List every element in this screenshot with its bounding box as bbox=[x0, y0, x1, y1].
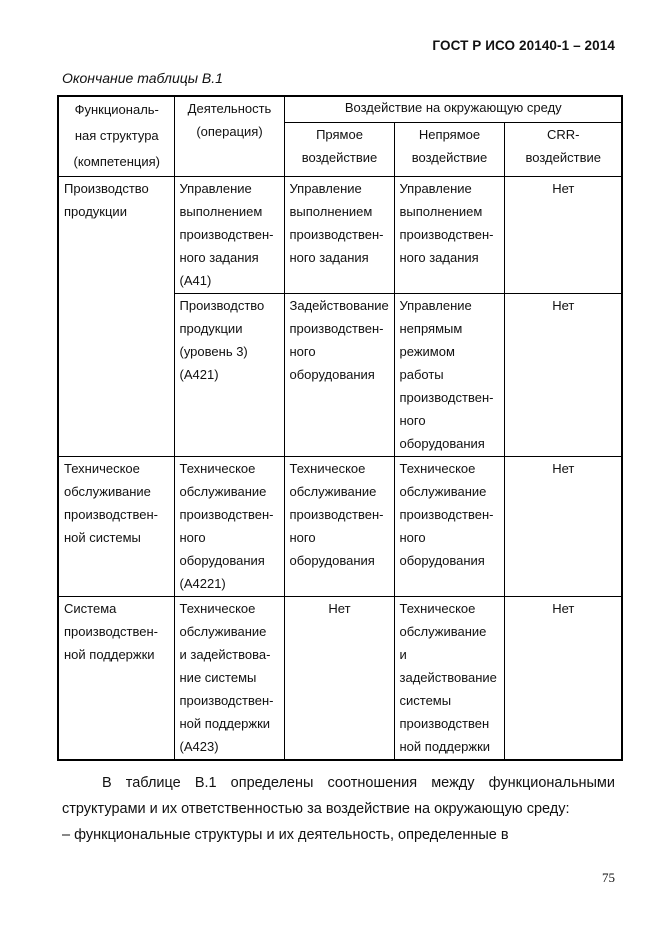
cell-crr: Нет bbox=[504, 177, 622, 294]
impact-table bbox=[57, 95, 623, 761]
cell-indirect: Техническое обслуживание производствен- ного оборудования bbox=[394, 457, 504, 597]
cell-direct: Нет bbox=[284, 597, 394, 761]
cell-direct: Задействование производствен- ного оборудования bbox=[284, 294, 394, 457]
header-activity: Деятельность (операция) bbox=[174, 96, 284, 177]
header-direct-impact: Прямое воздействие bbox=[284, 122, 394, 176]
header-functional-structure: Функциональ- ная структура (компетенция) bbox=[58, 96, 174, 177]
table-header-row bbox=[58, 96, 622, 122]
header-crr-impact: CRR- воздействие bbox=[504, 122, 622, 176]
cell-indirect: Управление непрямым режимом работы производствен- ного оборудования bbox=[394, 294, 504, 457]
cell-activity: Техническое обслуживание и задействова- ние системы производствен- ной поддержки (А423) bbox=[174, 597, 284, 761]
header-indirect-impact: Непрямое воздействие bbox=[394, 122, 504, 176]
document-number: ГОСТ Р ИСО 20140-1 – 2014 bbox=[432, 38, 615, 53]
cell-activity: Управление выполнением производствен- ного задания (А41) bbox=[174, 177, 284, 294]
cell-indirect: Управление выполнением производствен- ного задания bbox=[394, 177, 504, 294]
cell-structure: Система производствен- ной поддержки bbox=[58, 597, 174, 761]
cell-crr: Нет bbox=[504, 457, 622, 597]
page-number: 75 bbox=[602, 870, 615, 885]
header-environmental-impact: Воздействие на окружающую среду bbox=[284, 96, 622, 122]
table-row bbox=[58, 177, 622, 294]
table-caption: Окончание таблицы В.1 bbox=[62, 70, 223, 86]
cell-structure: Техническое обслуживание производствен- ной системы bbox=[58, 457, 174, 597]
cell-structure: Производство продукции bbox=[58, 177, 174, 457]
table-row bbox=[58, 597, 622, 761]
cell-activity: Производство продукции (уровень 3) (А421) bbox=[174, 294, 284, 457]
body-paragraph: В таблице В.1 определены соотношения между функциональными структурами и их ответственностью за воздействие на окружающую среду: bbox=[62, 775, 615, 817]
cell-direct: Управление выполнением производствен- ного задания bbox=[284, 177, 394, 294]
cell-indirect: Техническое обслуживание и задействование системы производствен ной поддержки bbox=[394, 597, 504, 761]
cell-crr: Нет bbox=[504, 294, 622, 457]
table-row bbox=[58, 457, 622, 597]
cell-direct: Техническое обслуживание производствен- ного оборудования bbox=[284, 457, 394, 597]
list-item: – функциональные структуры и их деятельность, определенные в bbox=[62, 827, 509, 843]
cell-crr: Нет bbox=[504, 597, 622, 761]
cell-activity: Техническое обслуживание производствен- ного оборудования (А4221) bbox=[174, 457, 284, 597]
